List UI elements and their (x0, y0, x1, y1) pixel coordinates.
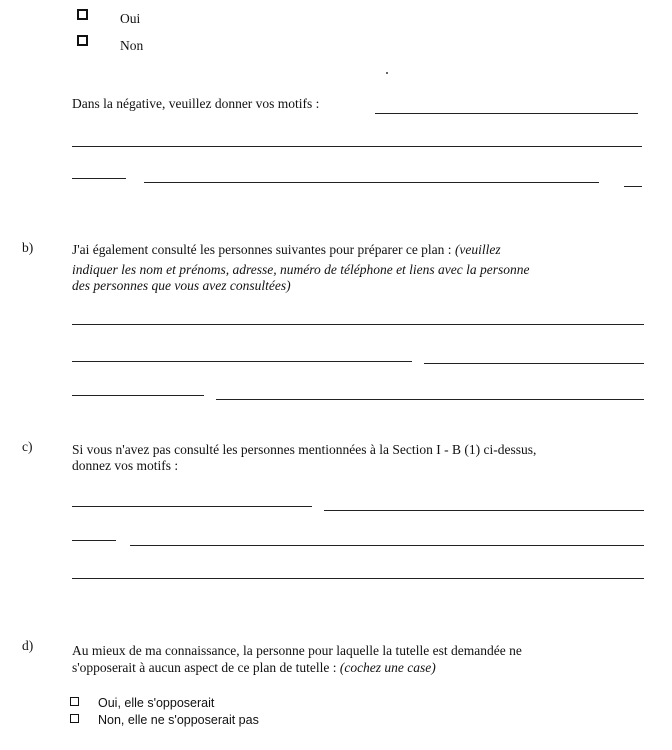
section-c-text-line2: donnez vos motifs : (72, 458, 179, 473)
section-c-answer-line-1a[interactable] (72, 506, 312, 507)
section-d-text-line1: Au mieux de ma connaissance, la personne pour laquelle la tutelle est demandée ne (72, 643, 522, 658)
negative-answer-line-3a[interactable] (72, 178, 126, 179)
section-b-answer-line-3a[interactable] (72, 395, 204, 396)
section-b-answer-line-2b[interactable] (424, 363, 644, 364)
section-b-letter: b) (22, 240, 34, 255)
section-b-text-line1: J'ai également consulté les personnes suivantes pour préparer ce plan : (veuillez (72, 242, 501, 257)
stray-dot (386, 72, 388, 74)
oui-checkbox[interactable] (77, 9, 88, 20)
section-d-letter: d) (22, 638, 34, 653)
oppose-no-checkbox[interactable] (70, 714, 79, 723)
section-d-text-line2: s'opposerait à aucun aspect de ce plan de tutelle : (cochez une case) (72, 660, 436, 675)
oppose-no-label: Non, elle ne s'opposerait pas (98, 713, 259, 727)
oppose-yes-label: Oui, elle s'opposerait (98, 696, 215, 710)
negative-answer-line-2[interactable] (72, 146, 642, 147)
negative-answer-line-3c[interactable] (624, 186, 642, 187)
section-c-answer-line-3[interactable] (72, 578, 644, 579)
section-b-text-line3: des personnes que vous avez consultées) (72, 278, 291, 293)
section-c-answer-line-2a[interactable] (72, 540, 116, 541)
non-label: Non (120, 38, 144, 53)
section-b-answer-line-3b[interactable] (216, 399, 644, 400)
non-checkbox[interactable] (77, 35, 88, 46)
negative-answer-line-1[interactable] (375, 113, 638, 114)
negative-answer-line-3b[interactable] (144, 182, 599, 183)
section-b-answer-line-1[interactable] (72, 324, 644, 325)
section-c-letter: c) (22, 439, 33, 454)
section-c-answer-line-1b[interactable] (324, 510, 644, 511)
negative-prompt: Dans la négative, veuillez donner vos motifs : (72, 96, 320, 111)
section-b-text-line2: indiquer les nom et prénoms, adresse, numéro de téléphone et liens avec la personne (72, 262, 530, 277)
section-c-answer-line-2b[interactable] (130, 545, 644, 546)
section-b-answer-line-2a[interactable] (72, 361, 412, 362)
section-c-text-line1: Si vous n'avez pas consulté les personnes mentionnées à la Section I - B (1) ci-dessus, (72, 442, 537, 457)
oppose-yes-checkbox[interactable] (70, 697, 79, 706)
oui-label: Oui (120, 11, 141, 26)
